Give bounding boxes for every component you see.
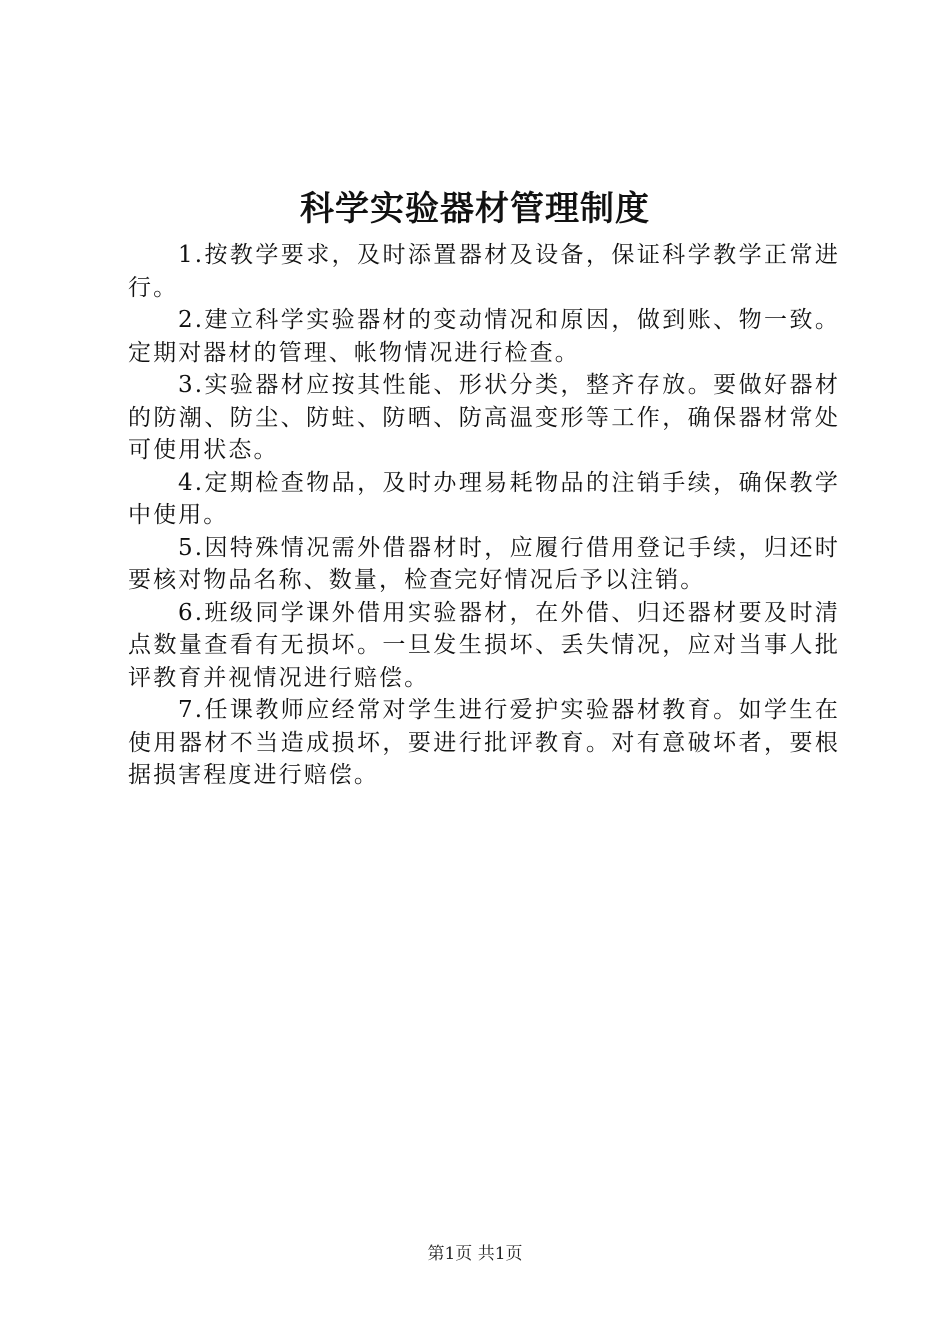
- document-title: 科学实验器材管理制度: [300, 189, 650, 229]
- paragraph-5: 5.因特殊情况需外借器材时，应履行借用登记手续，归还时要核对物品名称、数量，检查完好情况后予以注销。: [128, 534, 840, 593]
- paragraph-1: 1.按教学要求，及时添置器材及设备，保证科学教学正常进行。: [128, 242, 840, 301]
- paragraph-7: 7.任课教师应经常对学生进行爱护实验器材教育。如学生在使用器材不当造成损坏，要进行批评教育。对有意破坏者，要根据损害程度进行赔偿。: [128, 697, 840, 788]
- paragraph-4: 4.定期检查物品，及时办理易耗物品的注销手续，确保教学中使用。: [128, 469, 840, 528]
- document-body: [128, 239, 840, 792]
- paragraph-6: 6.班级同学课外借用实验器材，在外借、归还器材要及时清点数量查看有无损坏。一旦发生损坏、丢失情况，应对当事人批评教育并视情况进行赔偿。: [128, 599, 840, 691]
- paragraph-3: 3.实验器材应按其性能、形状分类，整齐存放。要做好器材的防潮、防尘、防蛀、防晒、防高温变形等工作，确保器材常处可使用状态。: [128, 372, 840, 463]
- page-footer: 第1页 共1页: [427, 1244, 523, 1264]
- paragraph-2: 2.建立科学实验器材的变动情况和原因，做到账、物一致。定期对器材的管理、帐物情况进行检查。: [128, 307, 840, 366]
